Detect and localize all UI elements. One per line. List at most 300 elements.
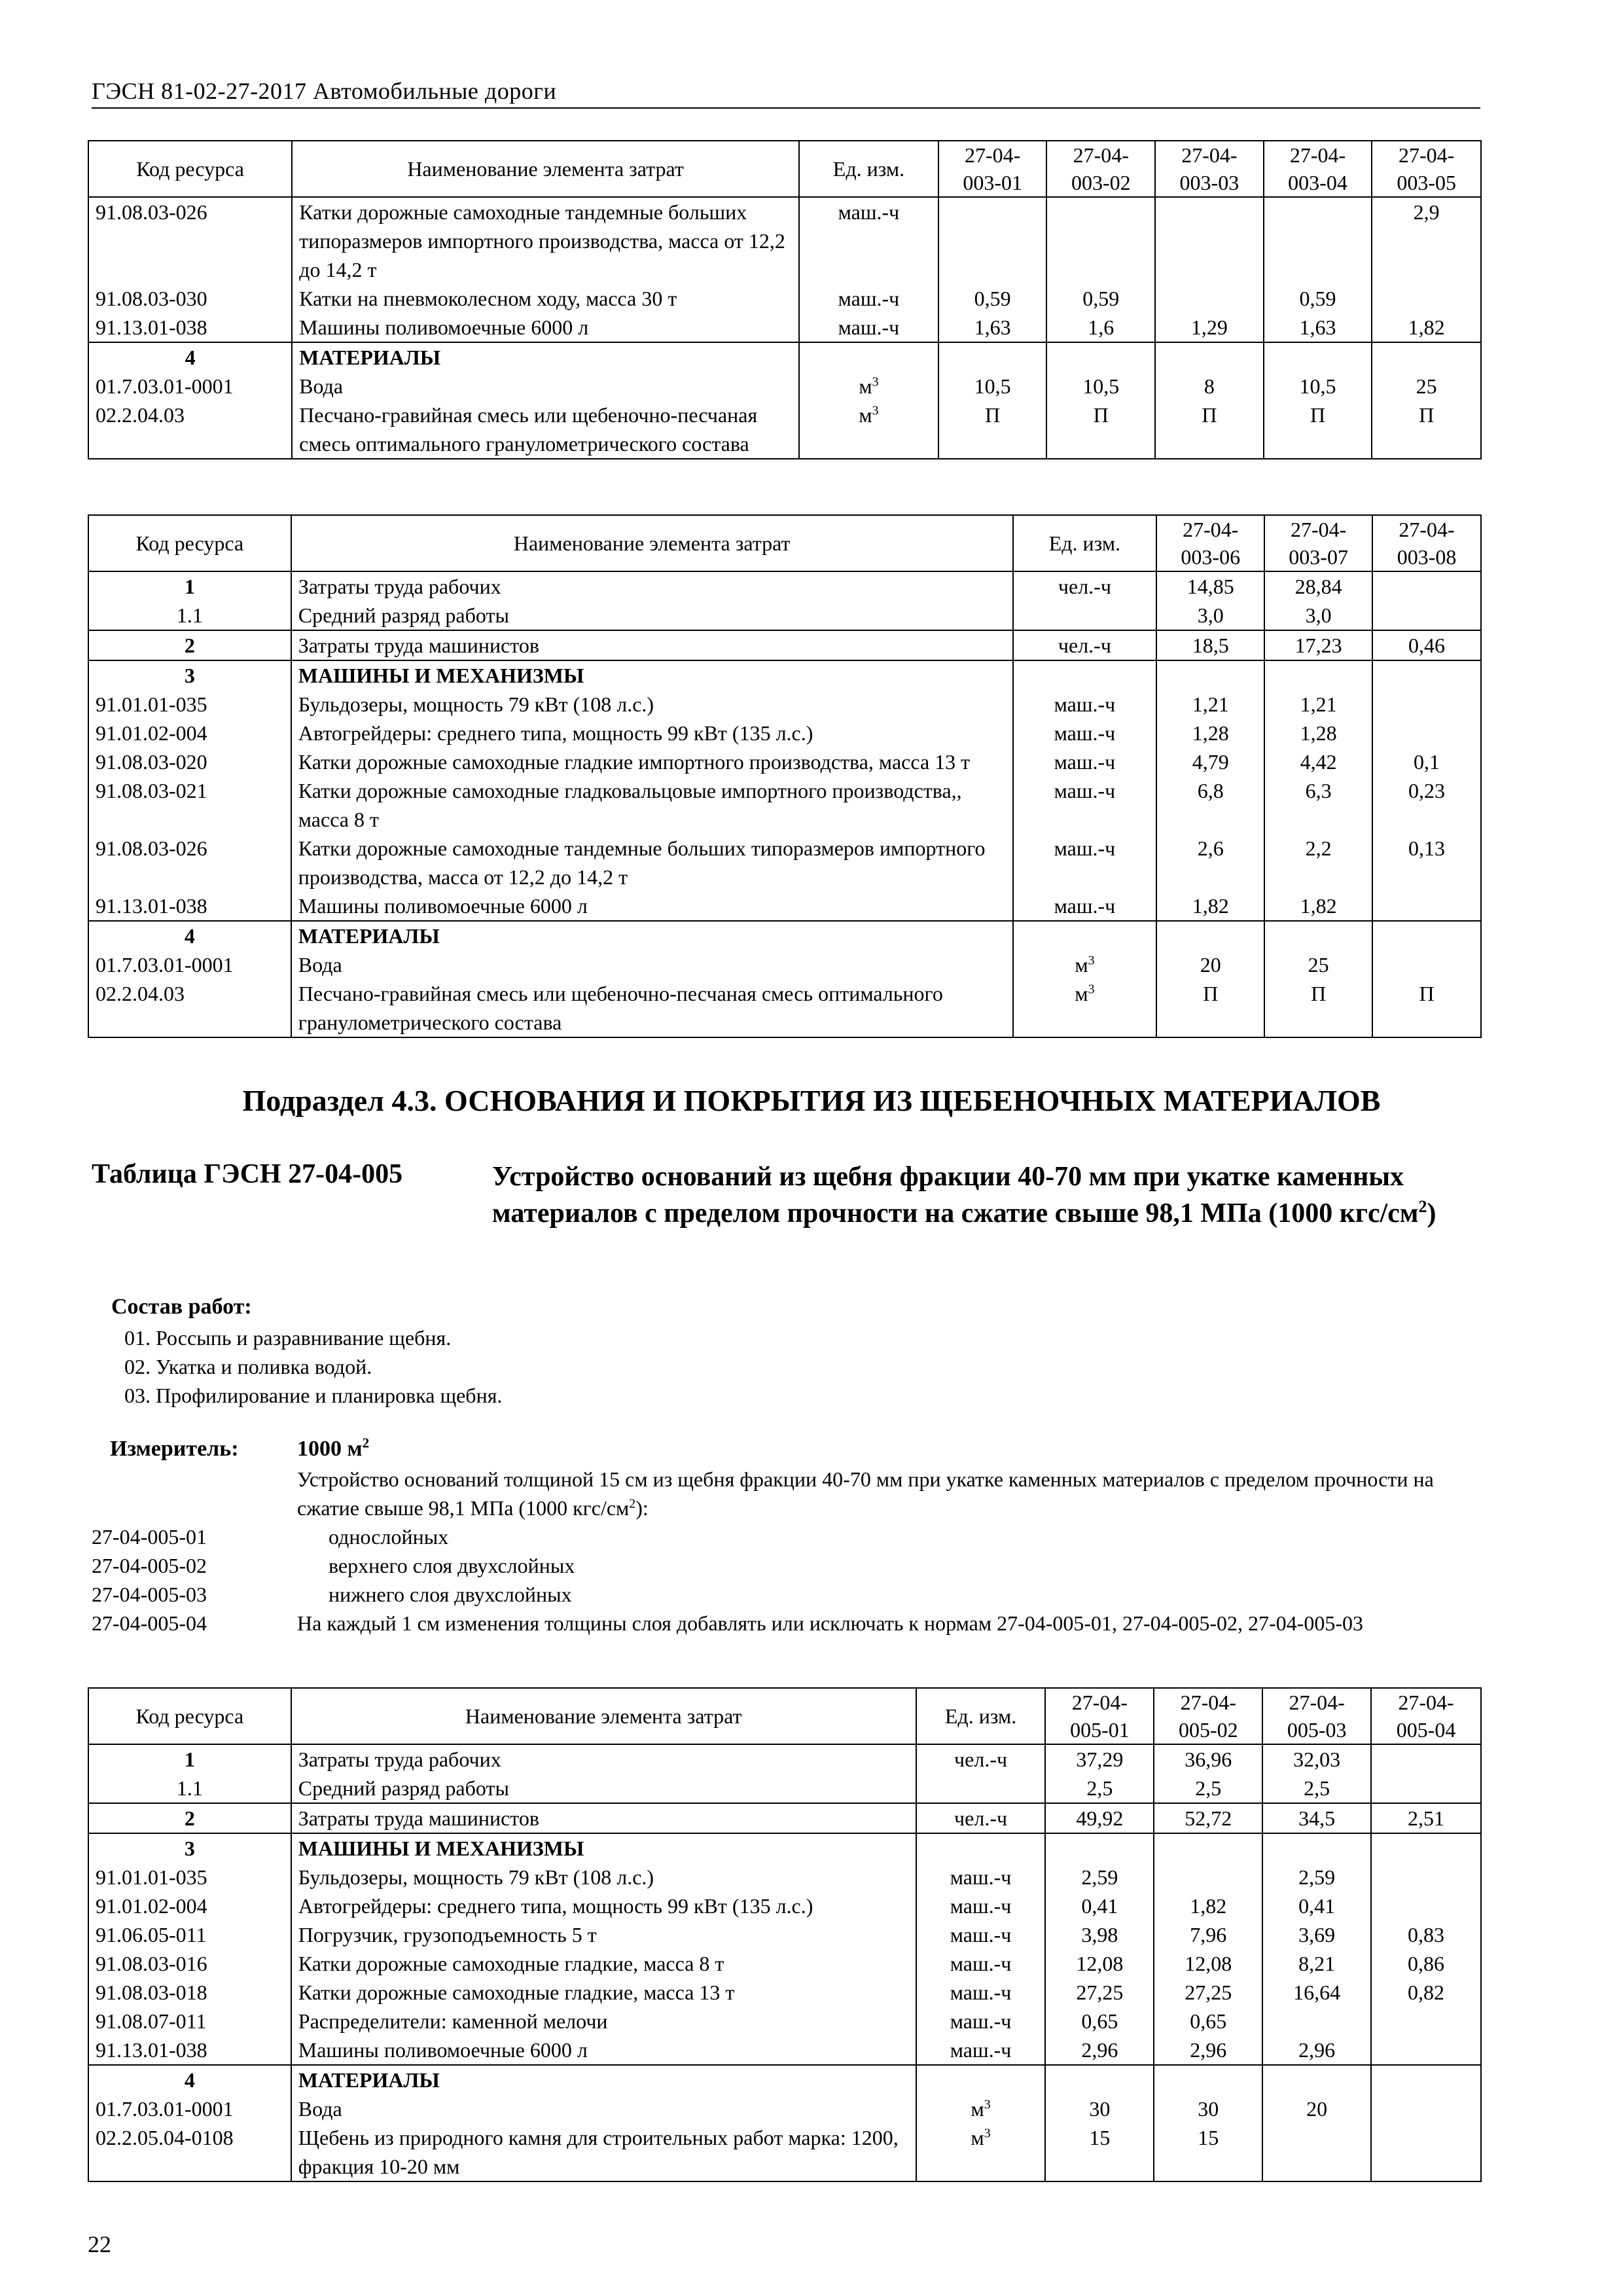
norm-value: П: [1264, 401, 1372, 459]
norm-value: 28,84: [1264, 571, 1372, 601]
norm-value: П: [1372, 979, 1481, 1037]
norm-value: 2,59: [1262, 1863, 1371, 1892]
norm-value: 1,82: [1156, 891, 1264, 921]
norm-value: [1372, 719, 1481, 747]
table-row: [88, 690, 1481, 719]
norm-value: П: [938, 401, 1047, 459]
table-row: [88, 1774, 1481, 1803]
resource-name: Автогрейдеры: среднего типа, мощность 99 кВт (135 л.с.): [291, 1892, 916, 1920]
norm-value: 1,28: [1264, 719, 1372, 747]
resource-code: 1.1: [88, 1774, 291, 1803]
unit: маш.-ч: [916, 2007, 1046, 2036]
norm-value: 6,3: [1264, 776, 1372, 834]
norm-value: 0,23: [1372, 776, 1481, 834]
header-col: 27-04- 003-04: [1264, 141, 1372, 197]
resource-code: 01.7.03.01-0001: [88, 372, 292, 401]
header-col: 27-04- 005-03: [1262, 1688, 1371, 1744]
resource-code: 91.08.03-026: [88, 834, 291, 891]
resource-name: Затраты труда машинистов: [291, 1803, 916, 1833]
norm-code: 27-04-005-01: [92, 1525, 207, 1549]
resource-code: 91.08.03-026: [88, 197, 292, 284]
resource-code: 91.08.07-011: [88, 2007, 291, 2036]
resource-name: Вода: [291, 950, 1013, 979]
norm-value: [1262, 2065, 1371, 2094]
page-number: 22: [88, 2231, 111, 2257]
norm-value: 30: [1045, 2094, 1154, 2123]
norm-value: 12,08: [1045, 1949, 1154, 1978]
norm-value: [1371, 2065, 1481, 2094]
norm-value: 27,25: [1045, 1978, 1154, 2007]
work-item: 01. Россыпь и разравнивание щебня.: [124, 1326, 452, 1350]
meter-description: Устройство оснований толщиной 15 см из щебня фракции 40-70 мм при укатке каменных материалов с пределом прочности на сжатие свыше 98,1 МПа (1000 кгс/$см^2$):: [297, 1467, 1434, 1520]
resource-name: Автогрейдеры: среднего типа, мощность 99 кВт (135 л.с.): [291, 719, 1013, 747]
unit: маш.-ч: [799, 284, 938, 313]
resource-code: 91.08.03-030: [88, 284, 292, 313]
norm-value: [938, 197, 1047, 284]
norm-description: верхнего слоя двухслойных: [329, 1554, 575, 1577]
norm-value: [1262, 2123, 1371, 2181]
resource-code: 3: [88, 1833, 291, 1863]
unit: [916, 2065, 1046, 2094]
resource-name: МАТЕРИАЛЫ: [291, 921, 1013, 950]
work-item: 03. Профилирование и планировка щебня.: [124, 1384, 503, 1407]
table-row: [88, 571, 1481, 601]
norm-value: 34,5: [1262, 1803, 1371, 1833]
norm-value: 4,79: [1156, 747, 1264, 776]
norm-value: П: [1372, 401, 1481, 459]
norm-value: 37,29: [1045, 1744, 1154, 1774]
norm-code: 27-04-005-04: [92, 1611, 207, 1635]
unit: $м^3$: [799, 372, 938, 401]
table-row: [88, 950, 1481, 979]
table-row: [88, 1949, 1481, 1978]
table-row: [88, 601, 1481, 630]
norm-value: 0,59: [938, 284, 1047, 313]
resource-code: 91.08.03-018: [88, 1978, 291, 2007]
norm-value: 20: [1262, 2094, 1371, 2123]
norm-value: [1372, 921, 1481, 950]
unit: маш.-ч: [916, 2036, 1046, 2065]
resource-name: Средний разряд работы: [291, 1774, 916, 1803]
norm-value: 1,29: [1155, 313, 1264, 342]
norm-description: однослойных: [329, 1525, 449, 1549]
table-row: [88, 1920, 1481, 1949]
norm-value: 2,96: [1045, 2036, 1154, 2065]
norm-value: 1,63: [938, 313, 1047, 342]
header-code: Код ресурса: [88, 141, 292, 197]
norm-value: 10,5: [1264, 372, 1372, 401]
norm-value: 2,51: [1371, 1803, 1481, 1833]
norm-value: [1372, 690, 1481, 719]
unit: маш.-ч: [916, 1920, 1046, 1949]
header-col: 27-04- 003-02: [1046, 141, 1155, 197]
unit: маш.-ч: [799, 197, 938, 284]
unit: маш.-ч: [1013, 719, 1157, 747]
meter-label: Измеритель:: [110, 1437, 239, 1461]
norm-value: 0,59: [1264, 284, 1372, 313]
table-row: [88, 1803, 1481, 1833]
resource-table-003-06-08: [88, 514, 1482, 1038]
norm-value: [1264, 342, 1372, 372]
resource-name: Вода: [292, 372, 799, 401]
resource-name: МАТЕРИАЛЫ: [291, 2065, 916, 2094]
norm-value: 1,21: [1156, 690, 1264, 719]
resource-code: 01.7.03.01-0001: [88, 2094, 291, 2123]
resource-name: Машины поливомоечные 6000 л: [291, 2036, 916, 2065]
resource-name: Машины поливомоечные 6000 л: [291, 891, 1013, 921]
resource-name: Бульдозеры, мощность 79 кВт (108 л.с.): [291, 1863, 916, 1892]
header-col: 27-04- 003-08: [1372, 515, 1481, 571]
norm-value: 0,86: [1371, 1949, 1481, 1978]
norm-description: На каждый 1 см изменения толщины слоя добавлять или исключать к нормам 27-04-005-01, 27-04-005-02, 27-04-005-03: [297, 1611, 1363, 1635]
resource-name: Щебень из природного камня для строительных работ марка: 1200, фракция 10-20 мм: [291, 2123, 916, 2181]
table-row: [88, 921, 1481, 950]
unit: маш.-ч: [1013, 891, 1157, 921]
norm-value: 25: [1372, 372, 1481, 401]
norm-value: 14,85: [1156, 571, 1264, 601]
resource-code: 91.13.01-038: [88, 891, 291, 921]
unit: [1013, 660, 1157, 690]
resource-name: Средний разряд работы: [291, 601, 1013, 630]
table-row: [88, 630, 1481, 660]
header-col: 27-04- 003-03: [1155, 141, 1264, 197]
norm-value: 8,21: [1262, 1949, 1371, 1978]
norm-value: 3,98: [1045, 1920, 1154, 1949]
norm-value: 18,5: [1156, 630, 1264, 660]
header-unit: Ед. изм.: [1013, 515, 1157, 571]
table-row: [88, 834, 1481, 891]
norm-value: [1155, 284, 1264, 313]
unit: маш.-ч: [1013, 834, 1157, 891]
table-row: [88, 372, 1481, 401]
resource-code: 91.08.03-020: [88, 747, 291, 776]
unit: $м^3$: [1013, 979, 1157, 1037]
norm-value: 2,59: [1045, 1863, 1154, 1892]
resource-name: Катки дорожные самоходные гладкие, масса 8 т: [291, 1949, 916, 1978]
table-row: [88, 401, 1481, 459]
norm-value: 1,6: [1046, 313, 1155, 342]
norm-value: 4,42: [1264, 747, 1372, 776]
norm-value: [1371, 1833, 1481, 1863]
norm-value: 2,6: [1156, 834, 1264, 891]
norm-value: 1,28: [1156, 719, 1264, 747]
norm-value: [1371, 1774, 1481, 1803]
resource-table-003-01-05: [88, 140, 1482, 459]
norm-value: [1154, 1863, 1262, 1892]
norm-value: [1372, 571, 1481, 601]
resource-code: 4: [88, 921, 291, 950]
resource-code: 91.01.02-004: [88, 1892, 291, 1920]
resource-code: 91.08.03-021: [88, 776, 291, 834]
norm-value: [1156, 921, 1264, 950]
resource-code: 91.01.01-035: [88, 1863, 291, 1892]
running-header: ГЭСН 81-02-27-2017 Автомобильные дороги: [92, 78, 557, 104]
resource-name: МАТЕРИАЛЫ: [292, 342, 799, 372]
norm-value: [1264, 660, 1372, 690]
norm-value: 3,0: [1264, 601, 1372, 630]
norm-value: 10,5: [938, 372, 1047, 401]
table-row: [88, 342, 1481, 372]
norm-value: [1264, 197, 1372, 284]
resource-code: 02.2.05.04-0108: [88, 2123, 291, 2181]
table-row: [88, 2065, 1481, 2094]
norm-value: 0,59: [1046, 284, 1155, 313]
norm-value: 20: [1156, 950, 1264, 979]
resource-name: Погрузчик, грузоподъемность 5 т: [291, 1920, 916, 1949]
work-composition-heading: Состав работ:: [111, 1295, 252, 1319]
unit: маш.-ч: [799, 313, 938, 342]
resource-code: 91.01.01-035: [88, 690, 291, 719]
header-col: 27-04- 005-02: [1154, 1688, 1262, 1744]
table-row: [88, 747, 1481, 776]
resource-name: Катки дорожные самоходные гладкие, масса 13 т: [291, 1978, 916, 2007]
resource-name: МАШИНЫ И МЕХАНИЗМЫ: [291, 1833, 916, 1863]
norm-value: [1371, 2094, 1481, 2123]
header-code: Код ресурса: [88, 515, 291, 571]
header-unit: Ед. изм.: [799, 141, 938, 197]
table-row: [88, 1978, 1481, 2007]
unit: $м^3$: [916, 2094, 1046, 2123]
header-code: Код ресурса: [88, 1688, 291, 1744]
table-row: [88, 979, 1481, 1037]
norm-value: 3,0: [1156, 601, 1264, 630]
norm-value: [1154, 1833, 1262, 1863]
norm-value: 0,83: [1371, 1920, 1481, 1949]
table-row: [88, 1892, 1481, 1920]
resource-code: 4: [88, 2065, 291, 2094]
unit: чел.-ч: [1013, 571, 1157, 601]
unit: чел.-ч: [1013, 630, 1157, 660]
table-label: Таблица ГЭСН 27-04-005: [92, 1159, 403, 1189]
resource-code: 3: [88, 660, 291, 690]
resource-code: 1: [88, 1744, 291, 1774]
norm-value: П: [1046, 401, 1155, 459]
norm-value: 6,8: [1156, 776, 1264, 834]
norm-value: 2,2: [1264, 834, 1372, 891]
norm-value: 3,69: [1262, 1920, 1371, 1949]
resource-name: Затраты труда машинистов: [291, 630, 1013, 660]
norm-value: 1,82: [1264, 891, 1372, 921]
unit: маш.-ч: [1013, 690, 1157, 719]
norm-value: [1155, 197, 1264, 284]
norm-value: 36,96: [1154, 1744, 1262, 1774]
resource-code: 4: [88, 342, 292, 372]
work-item: 02. Укатка и поливка водой.: [124, 1355, 372, 1378]
norm-value: [1155, 342, 1264, 372]
norm-value: 15: [1045, 2123, 1154, 2181]
resource-name: Затраты труда рабочих: [291, 1744, 916, 1774]
unit: маш.-ч: [1013, 747, 1157, 776]
table-row: [88, 1833, 1481, 1863]
resource-code: 91.01.02-004: [88, 719, 291, 747]
norm-value: 1,63: [1264, 313, 1372, 342]
norm-value: 0,41: [1262, 1892, 1371, 1920]
norm-value: П: [1155, 401, 1264, 459]
table-row: [88, 2036, 1481, 2065]
norm-value: П: [1156, 979, 1264, 1037]
norm-value: 0,1: [1372, 747, 1481, 776]
resource-name: Распределители: каменной мелочи: [291, 2007, 916, 2036]
norm-value: 2,96: [1154, 2036, 1262, 2065]
norm-value: 0,41: [1045, 1892, 1154, 1920]
norm-value: 32,03: [1262, 1744, 1371, 1774]
norm-value: [1372, 891, 1481, 921]
header-col: 27-04- 005-04: [1371, 1688, 1481, 1744]
unit: [799, 342, 938, 372]
norm-value: 49,92: [1045, 1803, 1154, 1833]
norm-value: 16,64: [1262, 1978, 1371, 2007]
norm-codes: [92, 1522, 207, 1638]
norm-value: 2,5: [1262, 1774, 1371, 1803]
resource-name: Катки дорожные самоходные гладкие импортного производства, масса 13 т: [291, 747, 1013, 776]
table-row: [88, 891, 1481, 921]
norm-value: [1154, 2065, 1262, 2094]
resource-code: 91.06.05-011: [88, 1920, 291, 1949]
resource-code: 2: [88, 1803, 291, 1833]
resource-name: Катки дорожные самоходные тандемные больших типоразмеров импортного производства, масса от 12,2 до 14,2 т: [291, 834, 1013, 891]
resource-name: Бульдозеры, мощность 79 кВт (108 л.с.): [291, 690, 1013, 719]
table-row: [88, 1744, 1481, 1774]
resource-code: 2: [88, 630, 291, 660]
resource-code: 01.7.03.01-0001: [88, 950, 291, 979]
header-col: 27-04- 003-05: [1372, 141, 1481, 197]
table-row: [88, 197, 1481, 284]
resource-code: 02.2.04.03: [88, 401, 292, 459]
norm-value: 1,82: [1154, 1892, 1262, 1920]
norm-value: 7,96: [1154, 1920, 1262, 1949]
header-name: Наименование элемента затрат: [291, 1688, 916, 1744]
unit: маш.-ч: [1013, 776, 1157, 834]
unit: маш.-ч: [916, 1978, 1046, 2007]
norm-value: 27,25: [1154, 1978, 1262, 2007]
unit: маш.-ч: [916, 1863, 1046, 1892]
table-row: [88, 2007, 1481, 2036]
norm-value: 12,08: [1154, 1949, 1262, 1978]
subsection-title: Подраздел 4.3. ОСНОВАНИЯ И ПОКРЫТИЯ ИЗ ЩЕБЕНОЧНЫХ МАТЕРИАЛОВ: [242, 1084, 1381, 1117]
unit: [916, 1774, 1046, 1803]
norm-value: [1262, 1833, 1371, 1863]
unit: $м^3$: [916, 2123, 1046, 2181]
unit: [1013, 601, 1157, 630]
resource-name: Затраты труда рабочих: [291, 571, 1013, 601]
norm-value: 0,65: [1045, 2007, 1154, 2036]
norm-value: 52,72: [1154, 1803, 1262, 1833]
table-row: [88, 660, 1481, 690]
header-rule: [92, 107, 1480, 109]
norm-value: [1262, 2007, 1371, 2036]
norm-value: 15: [1154, 2123, 1262, 2181]
norm-value: [1264, 921, 1372, 950]
unit: чел.-ч: [916, 1803, 1046, 1833]
table-row: [88, 313, 1481, 342]
resource-code: 91.08.03-016: [88, 1949, 291, 1978]
norm-value: 2,9: [1372, 197, 1481, 284]
norm-value: [1046, 342, 1155, 372]
norm-value: [938, 342, 1047, 372]
norm-value: 1,82: [1372, 313, 1481, 342]
resource-name: Песчано-гравийная смесь или щебеночно-песчаная смесь оптимального гранулометрического состава: [291, 979, 1013, 1037]
norm-code: 27-04-005-02: [92, 1554, 207, 1577]
table-row: [88, 2094, 1481, 2123]
norm-value: [1371, 2007, 1481, 2036]
unit: [916, 1833, 1046, 1863]
table-row: [88, 2123, 1481, 2181]
unit: [1013, 921, 1157, 950]
norm-value: 10,5: [1046, 372, 1155, 401]
norm-value: [1372, 342, 1481, 372]
norm-value: [1371, 1744, 1481, 1774]
resource-table-005: [88, 1687, 1482, 2182]
norm-value: [1045, 2065, 1154, 2094]
resource-name: Вода: [291, 2094, 916, 2123]
table-row: [88, 284, 1481, 313]
norm-value: [1371, 2123, 1481, 2181]
norm-value: 17,23: [1264, 630, 1372, 660]
resource-code: 02.2.04.03: [88, 979, 291, 1037]
table-row: [88, 776, 1481, 834]
norm-descriptions: [297, 1522, 1462, 1638]
norm-value: [1045, 1833, 1154, 1863]
norm-value: 2,5: [1154, 1774, 1262, 1803]
norm-value: [1372, 660, 1481, 690]
resource-name: МАШИНЫ И МЕХАНИЗМЫ: [291, 660, 1013, 690]
header-col: 27-04- 003-06: [1156, 515, 1264, 571]
resource-name: Катки дорожные самоходные тандемные больших типоразмеров импортного производства, масса от 12,2 до 14,2 т: [292, 197, 799, 284]
norm-value: 8: [1155, 372, 1264, 401]
norm-value: [1371, 1863, 1481, 1892]
norm-value: 0,46: [1372, 630, 1481, 660]
norm-value: 0,13: [1372, 834, 1481, 891]
resource-name: Песчано-гравийная смесь или щебеночно-песчаная смесь оптимального гранулометрического состава: [292, 401, 799, 459]
norm-value: 2,96: [1262, 2036, 1371, 2065]
header-col: 27-04- 005-01: [1045, 1688, 1154, 1744]
norm-value: 0,65: [1154, 2007, 1262, 2036]
norm-value: П: [1264, 979, 1372, 1037]
norm-code: 27-04-005-03: [92, 1583, 207, 1606]
resource-code: 1.1: [88, 601, 291, 630]
table-row: [88, 1863, 1481, 1892]
norm-value: [1372, 950, 1481, 979]
norm-value: [1371, 1892, 1481, 1920]
norm-value: 2,5: [1045, 1774, 1154, 1803]
norm-description: нижнего слоя двухслойных: [329, 1583, 572, 1606]
unit: $м^3$: [799, 401, 938, 459]
table-row: [88, 719, 1481, 747]
norm-value: 1,21: [1264, 690, 1372, 719]
unit: маш.-ч: [916, 1892, 1046, 1920]
resource-code: 1: [88, 571, 291, 601]
resource-name: Машины поливомоечные 6000 л: [292, 313, 799, 342]
norm-value: 30: [1154, 2094, 1262, 2123]
norm-value: 25: [1264, 950, 1372, 979]
resource-code: 91.13.01-038: [88, 2036, 291, 2065]
norm-value: [1156, 660, 1264, 690]
norm-value: 0,82: [1371, 1978, 1481, 2007]
table-title: Устройство оснований из щебня фракции 40-70 мм при укатке каменных материалов с пределом прочности на сжатие свыше 98,1 МПа (1000 кгс/$см^2$): [492, 1162, 1436, 1229]
meter-unit: 1000 $м^2$: [297, 1435, 370, 1461]
header-name: Наименование элемента затрат: [292, 141, 799, 197]
unit: $м^3$: [1013, 950, 1157, 979]
norm-value: [1046, 197, 1155, 284]
work-composition-list: [124, 1323, 502, 1410]
norm-value: [1372, 601, 1481, 630]
norm-value: [1371, 2036, 1481, 2065]
norm-value: [1372, 284, 1481, 313]
header-col: 27-04- 003-01: [938, 141, 1047, 197]
resource-name: Катки дорожные самоходные гладковальцовые импортного производства,, масса 8 т: [291, 776, 1013, 834]
header-name: Наименование элемента затрат: [291, 515, 1013, 571]
header-unit: Ед. изм.: [916, 1688, 1046, 1744]
